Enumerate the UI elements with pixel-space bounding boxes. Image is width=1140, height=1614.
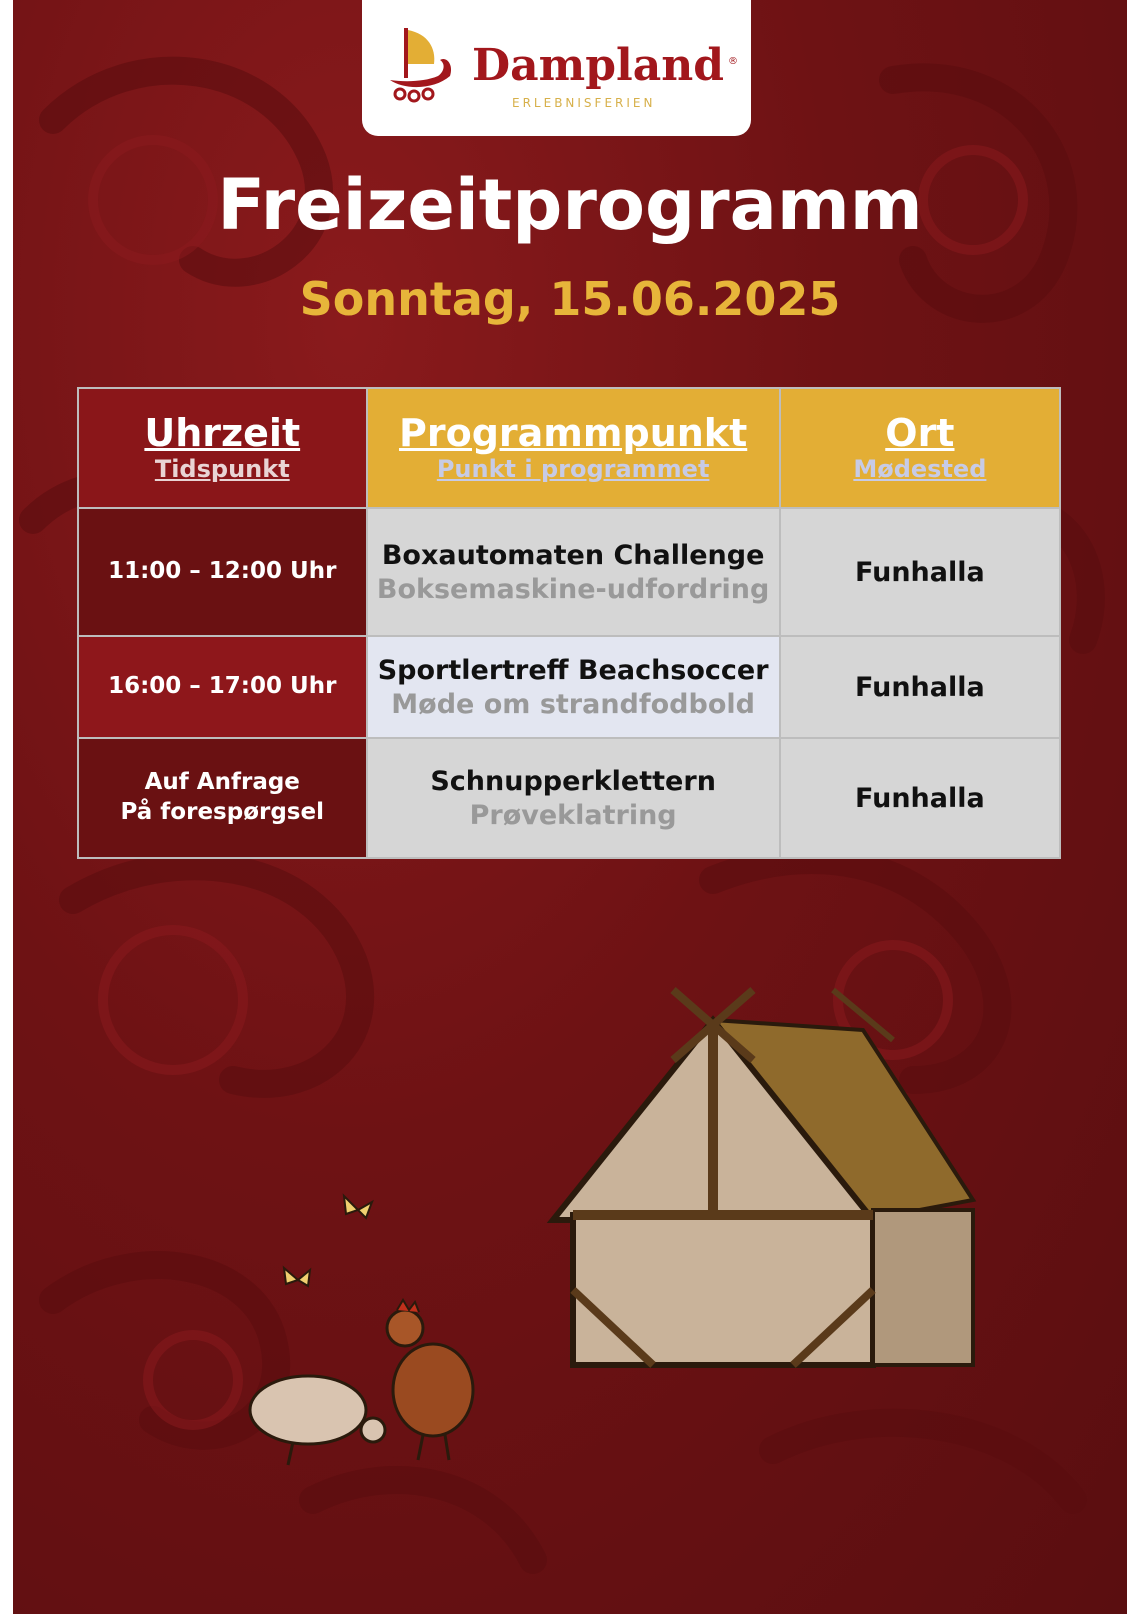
brand-logo[interactable] (362, 0, 751, 136)
program-cell (367, 738, 780, 858)
header-sub-label: Tidspunkt (154, 454, 290, 483)
header-main-label: Ort (885, 410, 955, 455)
column-header-program (367, 388, 780, 508)
viking-ship-icon (384, 20, 464, 116)
table-row (78, 636, 1060, 738)
header-sub-label: Punkt i programmet (436, 454, 710, 483)
event-date: Sonntag, 15.06.2025 (299, 272, 841, 326)
program-translation: Boksemaskine-udfordring (376, 573, 770, 605)
page-title: Freizeitprogramm (217, 164, 923, 246)
time-label: 16:00 – 17:00 Uhr (108, 673, 337, 700)
brand-tagline: ERLEBNISFERIEN (512, 96, 656, 110)
program-cell (367, 508, 780, 636)
table-row (78, 508, 1060, 636)
viking-longhouse-icon (553, 990, 973, 1365)
poster (13, 0, 1127, 1614)
time-label: Auf Anfrage (144, 769, 300, 796)
farm-illustration (13, 960, 1127, 1520)
header-main-label: Programmpunkt (399, 410, 748, 455)
time-translation: På forespørgsel (120, 799, 324, 825)
time-cell (78, 508, 367, 636)
place-cell: Funhalla (780, 508, 1060, 636)
time-cell (78, 636, 367, 738)
table-header-row (78, 388, 1060, 508)
butterfly-icon (284, 1196, 372, 1286)
time-label: 11:00 – 12:00 Uhr (108, 558, 337, 585)
program-translation: Møde om strandfodbold (391, 688, 755, 720)
program-cell (367, 636, 780, 738)
program-table (77, 387, 1061, 859)
place-cell: Funhalla (780, 636, 1060, 738)
program-label: Boxautomaten Challenge (381, 539, 765, 571)
program-translation: Prøveklatring (469, 799, 677, 831)
chicken-icon (250, 1300, 473, 1465)
program-label: Schnupperklettern (430, 765, 716, 797)
header-sub-label: Mødested (853, 454, 987, 483)
table-row (78, 738, 1060, 858)
column-header-time (78, 388, 367, 508)
program-label: Sportlertreff Beachsoccer (377, 654, 769, 686)
registered-mark: ® (728, 56, 738, 67)
time-cell (78, 738, 367, 858)
header-main-label: Uhrzeit (144, 410, 301, 455)
place-cell: Funhalla (780, 738, 1060, 858)
column-header-place (780, 388, 1060, 508)
brand-name: Dampland (472, 40, 724, 91)
